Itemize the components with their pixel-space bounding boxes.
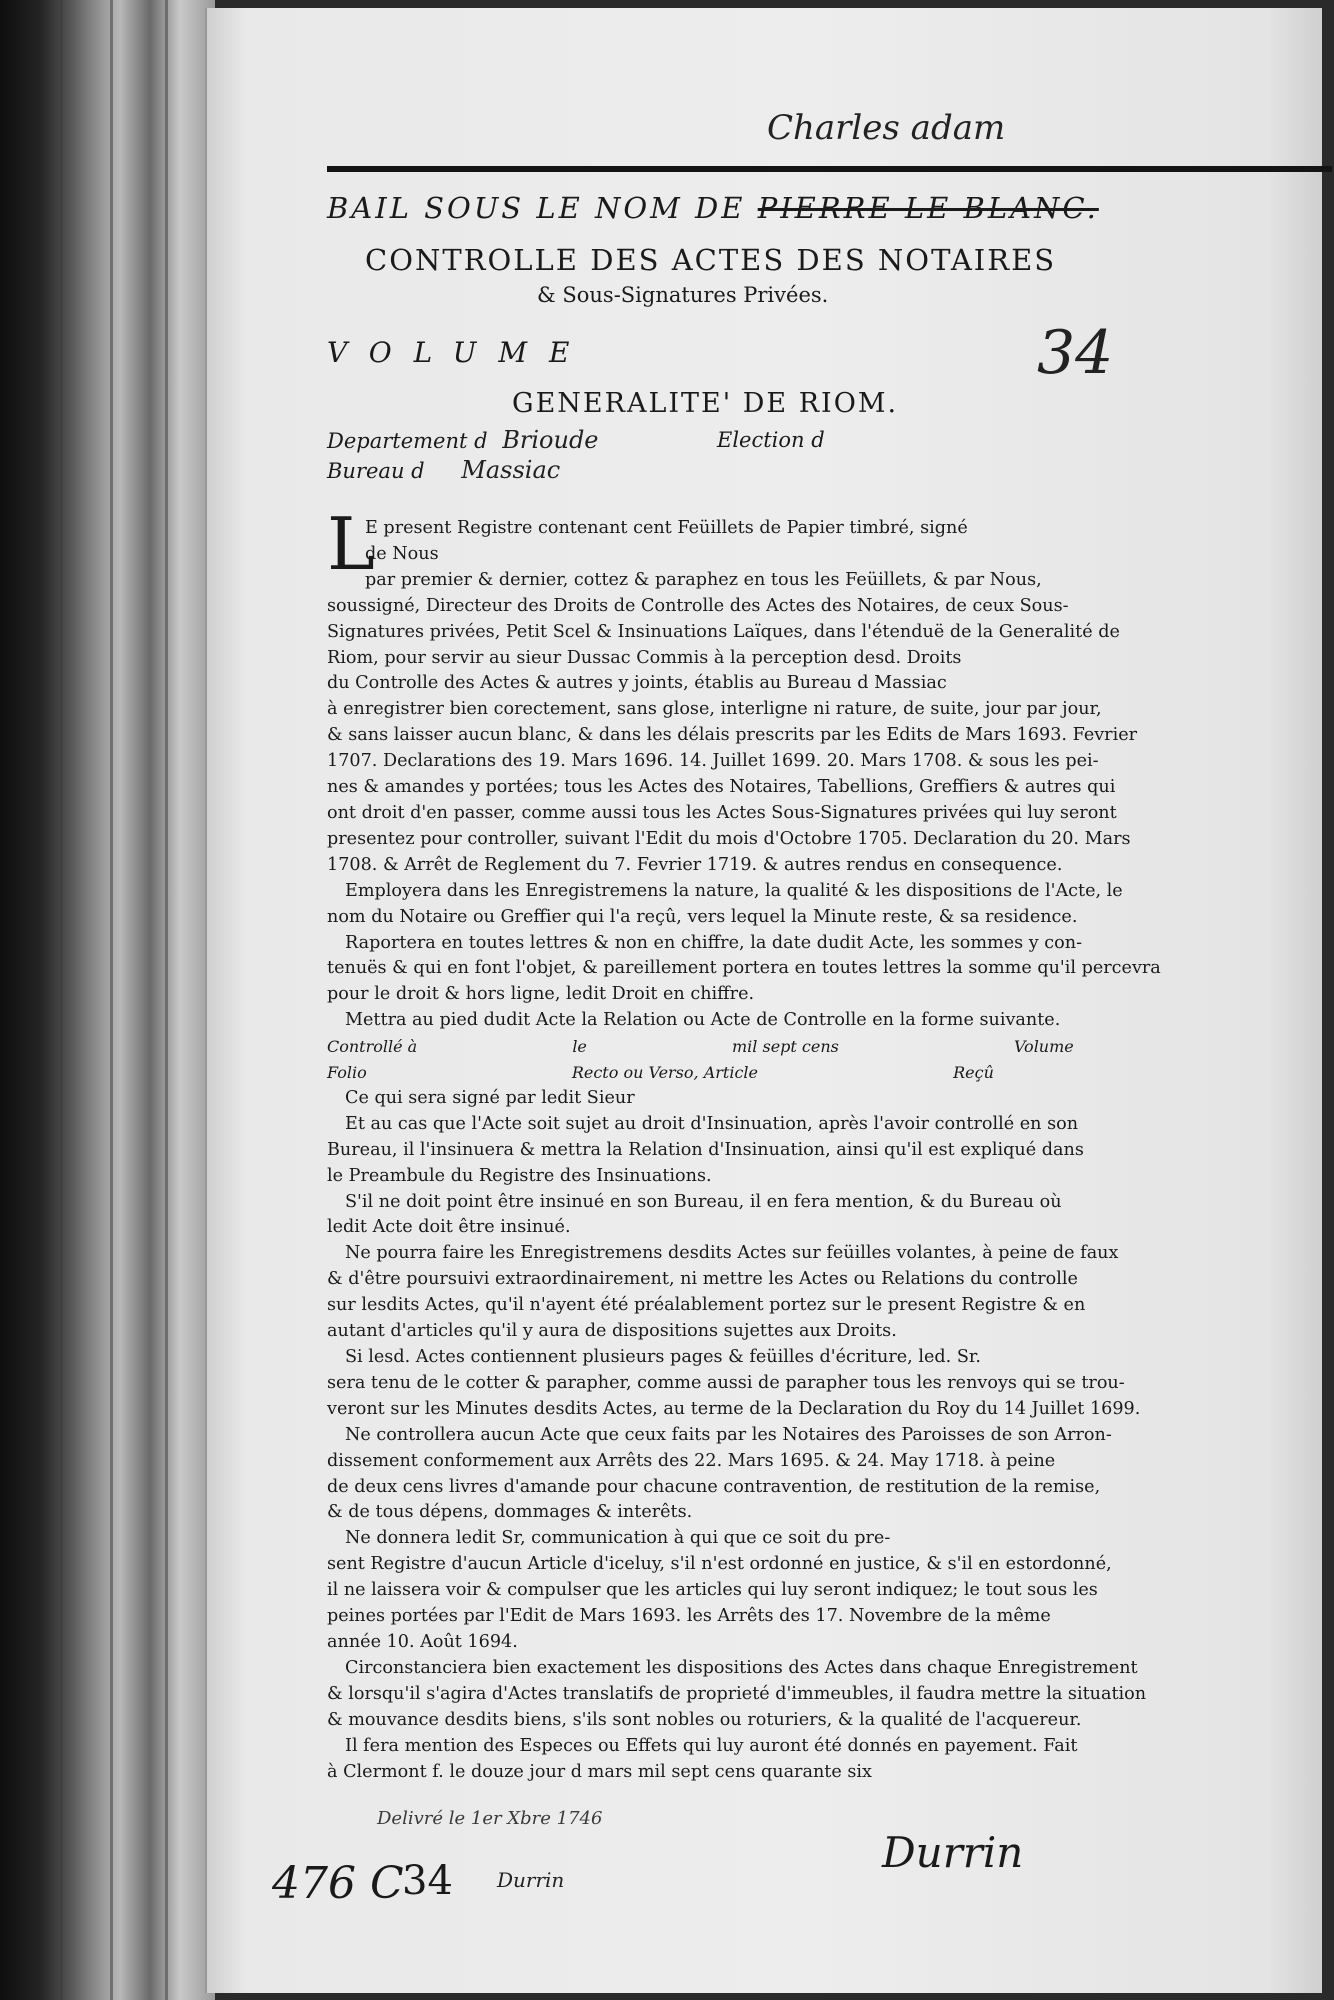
register-body-text (327, 516, 1317, 1785)
book-spine (0, 0, 215, 2000)
body-line: Et au cas que l'Acte soit sujet au droit d'Insinuation, après l'avoir controllé en son (345, 1113, 1079, 1134)
departement-label: Departement d (327, 429, 488, 453)
election-label: Election d (717, 428, 825, 452)
body-line: & lorsqu'il s'agira d'Actes translatifs de proprieté d'immeubles, il faudra mettre la situation (327, 1683, 1147, 1704)
body-line: par premier & dernier, cottez & paraphez en tous les Feüillets, & par Nous, (365, 569, 1042, 590)
body-line: E present Registre contenant cent Feüillets de Papier timbré, signé (365, 518, 968, 538)
body-line: de Nous (365, 543, 439, 564)
body-line: Si lesd. Actes contiennent plusieurs pages & feüilles d'écriture, led. Sr. (345, 1347, 981, 1367)
body-paragraph-block-1 (327, 516, 1317, 1034)
header-rule (327, 166, 1332, 172)
body-line: 1708. & Arrêt de Reglement du 7. Fevrier 1719. & autres rendus en consequence. (327, 854, 1063, 875)
formula-mil-label: mil sept cens (732, 1037, 839, 1057)
body-line: dissement conformement aux Arrêts des 22. Mars 1695. & 24. May 1718. à peine (327, 1450, 1056, 1471)
register-page (205, 8, 1322, 1993)
bureau-handwritten: Massiac (461, 456, 561, 484)
body-line: année 10. Août 1694. (327, 1631, 518, 1652)
body-line: & d'être poursuivi extraordinairement, ni mettre les Actes ou Relations du controlle (327, 1269, 1078, 1290)
volume-number-handwritten: 34 (1037, 318, 1114, 388)
body-line: ont droit d'en passer, comme aussi tous les Actes Sous-Signatures privées qui luy seront (327, 802, 1117, 823)
body-line: Riom, pour servir au sieur Dussac Commis à la perception desd. Droits (327, 647, 962, 668)
body-line: sur lesdits Actes, qu'il n'ayent été préalablement portez sur le present Registre & en (327, 1295, 1086, 1316)
body-line: & sans laisser aucun blanc, & dans les délais prescrits par les Edits de Mars 1693. Fevrier (327, 725, 1138, 746)
body-line: pour le droit & hors ligne, ledit Droit en chiffre. (327, 984, 755, 1005)
body-line: Circonstanciera bien exactement les dispositions des Actes dans chaque Enregistrement (345, 1657, 1138, 1678)
formula-controlle-label: Controllé à (327, 1037, 418, 1057)
body-line: & mouvance desdits biens, s'ils sont nobles ou roturiers, & la qualité de l'acquereur. (327, 1709, 1082, 1730)
lease-title (327, 191, 1099, 225)
departement-line (327, 426, 599, 454)
formula-line-2 (327, 1060, 1317, 1086)
delivery-annotation: Delivré le 1er Xbre 1746 (377, 1808, 603, 1829)
formula-volume-label: Volume (1013, 1037, 1074, 1057)
register-subtitle: & Sous-Signatures Privées. (537, 283, 829, 307)
body-line: Bureau, il l'insinuera & mettra la Relation d'Insinuation, ainsi qu'il est expliqué dans (327, 1139, 1084, 1160)
body-line: de deux cens livres d'amande pour chacune contravention, de restitution de la remise, (327, 1476, 1101, 1497)
body-line: peines portées par l'Edit de Mars 1693. les Arrêts des 17. Novembre de la même (327, 1606, 1051, 1627)
drop-cap: L (327, 502, 375, 586)
formula-recu-label: Reçû (953, 1063, 994, 1083)
body-line: sent Registre d'aucun Article d'iceluy, s'il n'est ordonné en justice, & s'il en estordonné, (327, 1554, 1112, 1575)
director-signature: Durrin (882, 1828, 1024, 1877)
bureau-label: Bureau d (327, 459, 425, 483)
body-line: ledit Acte doit être insinué. (327, 1217, 571, 1238)
body-line: Employera dans les Enregistremens la nature, la qualité & les dispositions de l'Acte, le (345, 880, 1123, 901)
body-line: Il fera mention des Especes ou Effets qui luy auront été donnés en payement. Fait (345, 1735, 1078, 1756)
body-line: Raportera en toutes lettres & non en chiffre, la date dudit Acte, les sommes y con- (345, 932, 1083, 953)
body-line: veront sur les Minutes desdits Actes, au terme de la Declaration du Roy du 14 Juillet 1699. (327, 1398, 1141, 1419)
formula-folio-label: Folio (327, 1063, 367, 1083)
body-line: nes & amandes y portées; tous les Actes des Notaires, Tabellions, Greffiers & autres qui (327, 777, 1116, 798)
spine-crease (110, 0, 113, 2000)
lease-title-prefix: BAIL SOUS LE NOM DE (327, 191, 746, 225)
body-line: autant d'articles qu'il y aura de dispositions sujettes aux Droits. (327, 1321, 897, 1342)
body-line: Signatures privées, Petit Scel & Insinuations Laïques, dans l'étenduë de la Generalité de (327, 621, 1120, 642)
formula-le-label: le (572, 1037, 587, 1057)
lease-title-struck-name: PIERRE LE BLANC. (757, 191, 1099, 225)
body-line: il ne laissera voir & compulser que les articles qui luy seront indiquez; le tout sous les (327, 1580, 1098, 1601)
shelf-mark: 476 C (272, 1858, 404, 1909)
body-line: tenuës & qui en font l'objet, & pareillement portera en toutes lettres la somme qu'il percevra (327, 958, 1161, 979)
shelf-number: 34 (402, 1858, 453, 1904)
body-line: presentez pour controller, suivant l'Edit du mois d'Octobre 1705. Declaration du 20. Mars (327, 828, 1131, 849)
body-line: à enregistrer bien corectement, sans glose, interligne ni rature, de suite, jour par jour, (327, 699, 1102, 720)
body-line: S'il ne doit point être insinué en son Bureau, il en fera mention, & du Bureau où (345, 1191, 1062, 1212)
departement-handwritten: Brioude (502, 426, 599, 454)
body-line: sera tenu de le cotter & parapher, comme aussi de parapher tous les renvoys qui se trou- (327, 1372, 1125, 1393)
spine-crease (165, 0, 168, 2000)
body-line: & de tous dépens, dommages & interêts. (327, 1502, 693, 1523)
body-line: à Clermont f. le douze jour d mars mil sept cens quarante six (327, 1761, 872, 1782)
register-title: CONTROLLE DES ACTES DES NOTAIRES (365, 243, 1057, 277)
body-line: Ne controllera aucun Acte que ceux faits par les Notaires des Paroisses de son Arron- (345, 1424, 1112, 1445)
handwritten-name: Charles adam (767, 108, 1006, 148)
bureau-line (327, 456, 560, 484)
body-line: le Preambule du Registre des Insinuations. (327, 1165, 712, 1186)
generalite-heading: GENERALITE' DE RIOM. (512, 388, 899, 419)
volume-label: VOLUME (327, 336, 592, 369)
body-line: nom du Notaire ou Greffier qui l'a reçû, vers lequel la Minute reste, & sa residence. (327, 906, 1078, 927)
body-line: Ne donnera ledit Sr, communication à qui que ce soit du pre- (345, 1528, 891, 1549)
body-line: du Controlle des Actes & autres y joints, établis au Bureau d Massiac (327, 673, 947, 694)
spine-crease (60, 0, 63, 2000)
small-signature: Durrin (497, 1868, 565, 1892)
formula-line-1 (327, 1034, 1317, 1060)
body-line: Ce qui sera signé par ledit Sieur (345, 1087, 635, 1108)
body-line: Ne pourra faire les Enregistremens desdits Actes sur feüilles volantes, à peine de faux (345, 1243, 1119, 1264)
body-line: Mettra au pied dudit Acte la Relation ou Acte de Controlle en la forme suivante. (345, 1010, 1061, 1031)
formula-recto-label: Recto ou Verso, Article (571, 1063, 758, 1083)
body-line: 1707. Declarations des 19. Mars 1696. 14. Juillet 1699. 20. Mars 1708. & sous les pei- (327, 751, 1099, 772)
body-paragraph-block-2 (327, 1086, 1317, 1785)
body-line: soussigné, Directeur des Droits de Controlle des Actes des Notaires, de ceux Sous- (327, 595, 1069, 616)
